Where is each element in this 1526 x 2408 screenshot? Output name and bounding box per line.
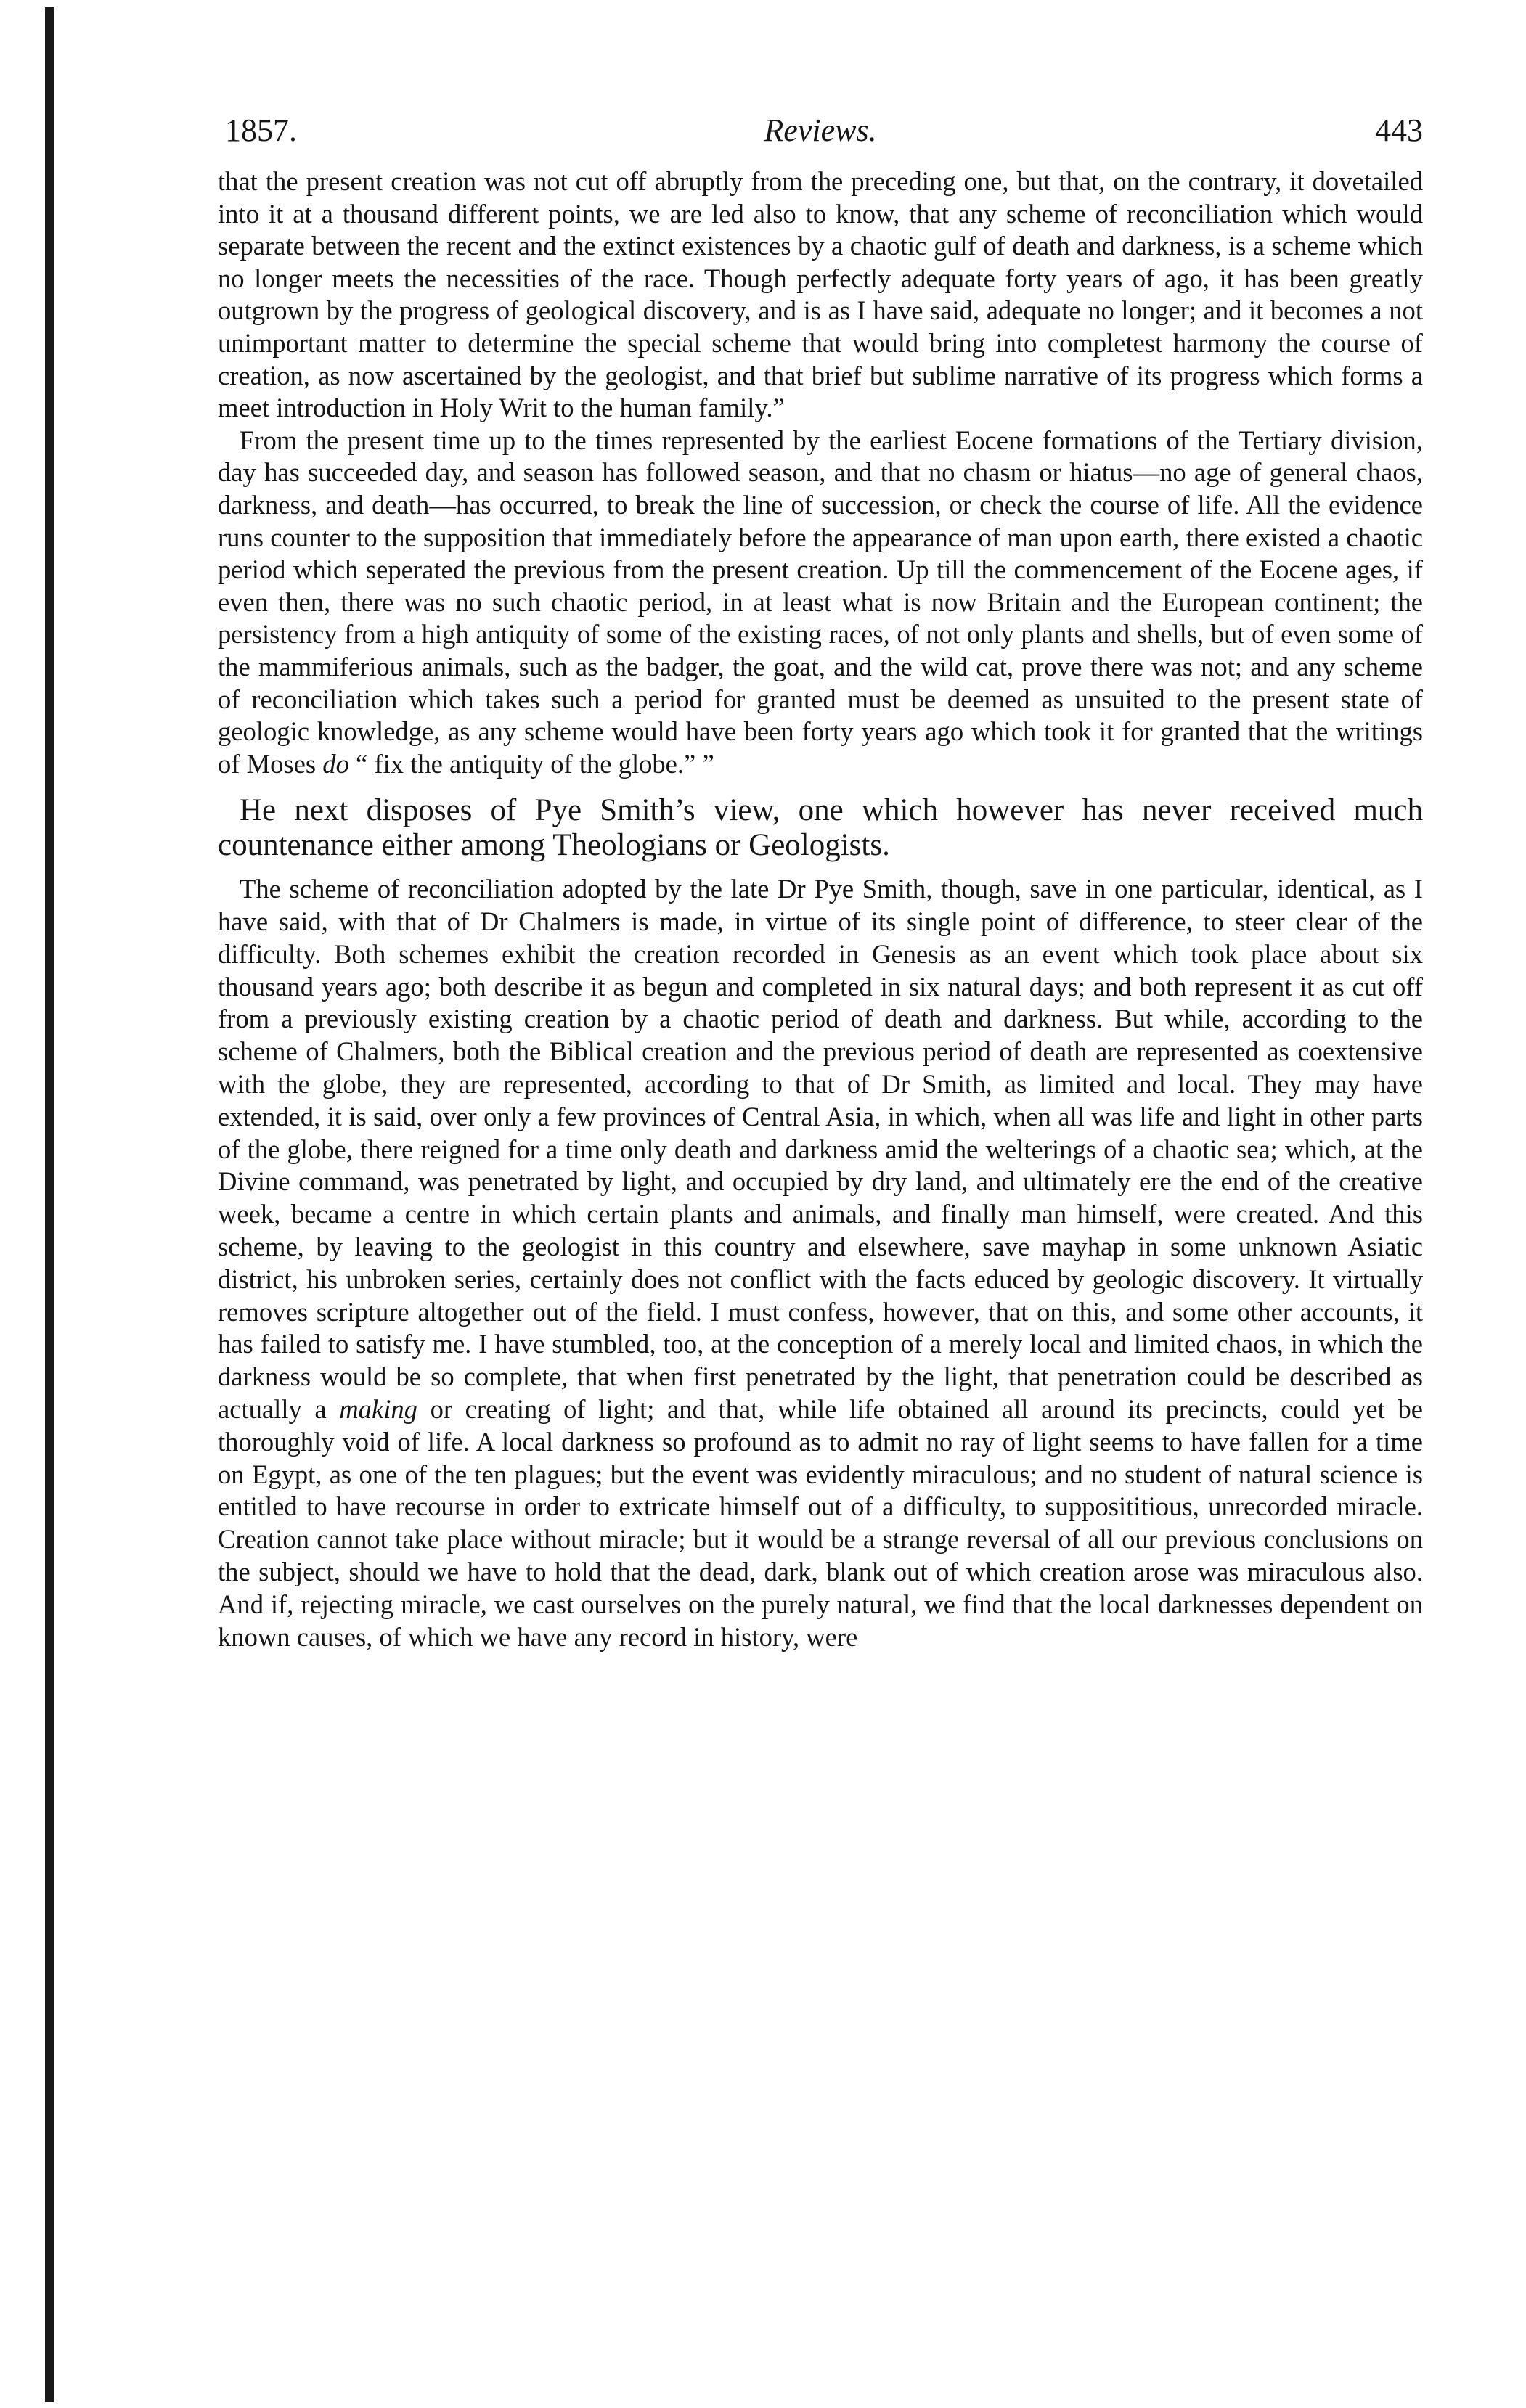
running-head bbox=[218, 109, 1423, 152]
page-number: 443 bbox=[1375, 112, 1423, 148]
body-paragraph: He next disposes of Pye Smith’s view, one which however has never received much countenance either among Theologians or Geologists. bbox=[218, 793, 1423, 863]
quote-paragraph bbox=[218, 425, 1423, 781]
binding-rule bbox=[45, 7, 54, 2402]
emphasis-text: making bbox=[339, 1394, 417, 1425]
quote-paragraph-text: “ fix the antiquity of the globe.” ” bbox=[356, 748, 714, 779]
extract-paragraph bbox=[218, 873, 1423, 1653]
review-body bbox=[218, 793, 1423, 863]
second-extract bbox=[218, 873, 1423, 1653]
quoted-extract bbox=[218, 165, 1423, 780]
binding-edge bbox=[0, 0, 60, 2408]
scanned-page bbox=[218, 109, 1423, 1653]
quote-paragraph-text: that the present creation was not cut off abruptly from the preceding one, but that, on the contrary, it dovetailed into it at a thousand different points, we are led also to know, that any scheme of reconciliation which would separate between the recent and the extinct existences by a chaotic gulf of death and darkness, is a scheme which no longer meets the necessities of the race. Though perfectly adequate forty years of ago, it has been greatly outgrown by the progress of geological discovery, and is as I have said, adequate no longer; and it becomes a not unimportant matter to determine the special scheme that would bring into completest harmony the course of creation, as now ascertained by the geologist, and that brief but sublime narrative of its progress which forms a meet introduction in Holy Writ to the human family.” bbox=[218, 166, 1423, 423]
extract-paragraph-text: or creating of light; and that, while life obtained all around its precincts, could yet be thoroughly void of life. A local darkness so profound as to admit no ray of light seems to have fallen for a time on Egypt, as one of the ten plagues; but the event was evidently miraculous; and no student of natural science is entitled to have recourse in order to extricate himself out of a difficulty, to supposititious, unrecorded miracle. Creation cannot take place without miracle; but it would be a strange reversal of all our previous conclusions on the subject, should we have to hold that the dead, dark, blank out of which creation arose was miraculous also. And if, rejecting miracle, we cast ourselves on the purely natural, we find that the local darknesses dependent on known causes, of which we have any record in history, were bbox=[218, 1394, 1423, 1652]
quote-paragraph-text: From the present time up to the times represented by the earliest Eocene formations of the Tertiary division, day has succeeded day, and season has followed season, and that no chasm or hiatus—no age of general chaos, darkness, and death—has occurred, to break the line of succession, or check the course of life. All the evidence runs counter to the supposition that immediately before the appearance of man upon earth, there existed a chaotic period which seperated the previous from the present creation. Up till the commencement of the Eocene ages, if even then, there was no such chaotic period, in at least what is now Britain and the European continent; the persistency from a high antiquity of some of the existing races, of not only plants and shells, but of even some of the mammiferious animals, such as the badger, the goat, and the wild cat, prove there was not; and any scheme of reconciliation which takes such a period for granted must be deemed as unsuited to the present state of geologic knowledge, as any scheme would have been forty years ago which took it for granted that the writings of Moses bbox=[218, 425, 1423, 779]
emphasis-text: do bbox=[322, 748, 349, 779]
running-head-year: 1857. bbox=[225, 112, 297, 148]
quote-paragraph bbox=[218, 165, 1423, 425]
running-head-title: Reviews. bbox=[764, 112, 877, 148]
extract-paragraph-text: The scheme of reconciliation adopted by the late Dr Pye Smith, though, save in one particular, identical, as I have said, with that of Dr Chalmers is made, in virtue of its single point of difference, to steer clear of the difficulty. Both schemes exhibit the creation recorded in Genesis as an event which took place about six thousand years ago; both describe it as begun and completed in six natural days; and both represent it as cut off from a previously existing creation by a chaotic period of death and darkness. But while, according to the scheme of Chalmers, both the Biblical creation and the previous period of death are represented as coextensive with the globe, they are represented, according to that of Dr Smith, as limited and local. They may have extended, it is said, over only a few provinces of Central Asia, in which, when all was life and light in other parts of the globe, there reigned for a time only death and darkness amid the welterings of a chaotic sea; which, at the Divine command, was penetrated by light, and occupied by dry land, and ultimately ere the end of the creative week, became a centre in which certain plants and animals, and finally man himself, were created. And this scheme, by leaving to the geologist in this country and elsewhere, save mayhap in some unknown Asiatic district, his unbroken series, certainly does not conflict with the facts educed by geologic discovery. It virtually removes scripture altogether out of the field. I must confess, however, that on this, and some other accounts, it has failed to satisfy me. I have stumbled, too, at the conception of a merely local and limited chaos, in which the darkness would be so complete, that when first penetrated by the light, that penetration could be described as actually a bbox=[218, 874, 1423, 1425]
